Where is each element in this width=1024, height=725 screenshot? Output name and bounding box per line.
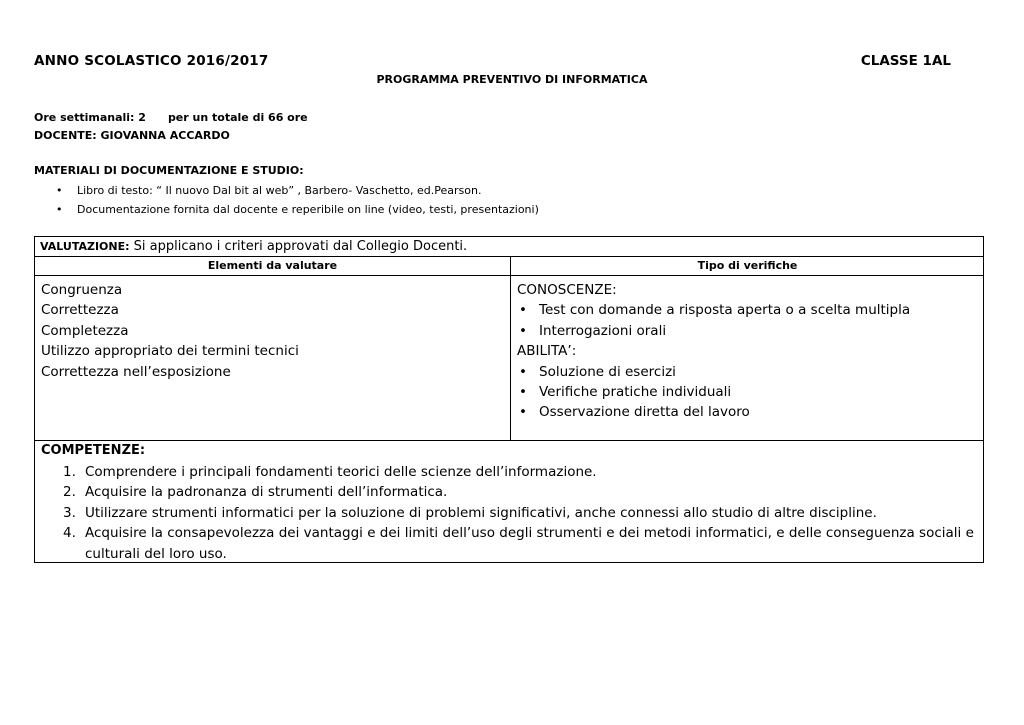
abilita-item: • Verifiche pratiche individuali — [517, 382, 910, 402]
element-item: Correttezza nell’esposizione — [41, 363, 231, 380]
column-header-verifiche: Tipo di verifiche — [697, 259, 798, 272]
total-hours-label: per un totale di 66 ore — [167, 111, 308, 124]
element-item: Correttezza — [41, 302, 119, 319]
verification-types — [517, 280, 910, 423]
abilita-heading: ABILITA’: — [517, 343, 577, 360]
valutazione-label: VALUTAZIONE: — [40, 240, 130, 253]
competenze-item — [41, 482, 975, 502]
item-number: 1. — [63, 464, 76, 480]
column-divider — [510, 256, 511, 440]
abilita-item: • Soluzione di esercizi — [517, 362, 910, 382]
valutazione-text: Si applicano i criteri approvati dal Collegio Docenti. — [133, 239, 468, 254]
element-item: Utilizzo appropriato dei termini tecnici — [41, 343, 299, 360]
weekly-hours — [34, 111, 308, 124]
weekly-hours-label: Ore settimanali: 2 — [34, 111, 146, 124]
materials-item: • Documentazione fornita dal docente e reperibile on line (video, testi, presentazioni) — [34, 200, 539, 219]
row-divider — [35, 275, 983, 276]
conoscenze-list — [517, 300, 910, 341]
element-item: Completezza — [41, 322, 129, 339]
item-number: 3. — [63, 504, 76, 521]
class-label: CLASSE 1AL — [860, 53, 951, 69]
item-text: Comprendere i principali fondamenti teorici delle scienze dell’informazione. — [85, 464, 597, 480]
competenze-list — [41, 462, 975, 564]
item-number: 4. — [63, 525, 76, 542]
materials-heading: MATERIALI DI DOCUMENTAZIONE E STUDIO: — [34, 164, 304, 177]
competenze-item — [41, 503, 975, 523]
elements-list — [41, 280, 299, 382]
column-header-elements: Elementi da valutare — [207, 259, 338, 272]
abilita-list — [517, 362, 910, 423]
item-text: Utilizzare strumenti informatici per la soluzione di problemi significativi, anche connessi allo studio di altre discipline. — [85, 504, 877, 521]
conoscenze-item: • Interrogazioni orali — [517, 321, 910, 341]
materials-item: • Libro di testo: “ Il nuovo Dal bit al web” , Barbero- Vaschetto, ed.Pearson. — [34, 181, 539, 200]
item-text: Acquisire la padronanza di strumenti dell’informatica. — [85, 484, 448, 501]
materials-list — [34, 181, 539, 219]
competenze-heading: COMPETENZE: — [41, 443, 146, 458]
competenze-item — [41, 523, 975, 564]
abilita-item: • Osservazione diretta del lavoro — [517, 402, 910, 422]
document-title: PROGRAMMA PREVENTIVO DI INFORMATICA — [376, 73, 648, 86]
row-divider — [35, 256, 983, 257]
evaluation-table — [34, 236, 984, 563]
conoscenze-heading: CONOSCENZE: — [517, 282, 617, 298]
school-year: ANNO SCOLASTICO 2016/2017 — [34, 53, 269, 69]
competenze-item — [41, 462, 975, 482]
row-divider — [35, 440, 983, 441]
element-item: Congruenza — [41, 282, 123, 298]
valutazione-row — [40, 238, 467, 256]
item-number: 2. — [63, 484, 76, 501]
conoscenze-item: • Test con domande a risposta aperta o a scelta multipla — [517, 300, 910, 320]
item-text: Acquisire la consapevolezza dei vantaggi e dei limiti dell’uso degli strumenti e dei metodi informatici, e delle conseguenza sociali e culturali del loro uso. — [85, 525, 974, 562]
teacher-label: DOCENTE: GIOVANNA ACCARDO — [34, 129, 230, 142]
